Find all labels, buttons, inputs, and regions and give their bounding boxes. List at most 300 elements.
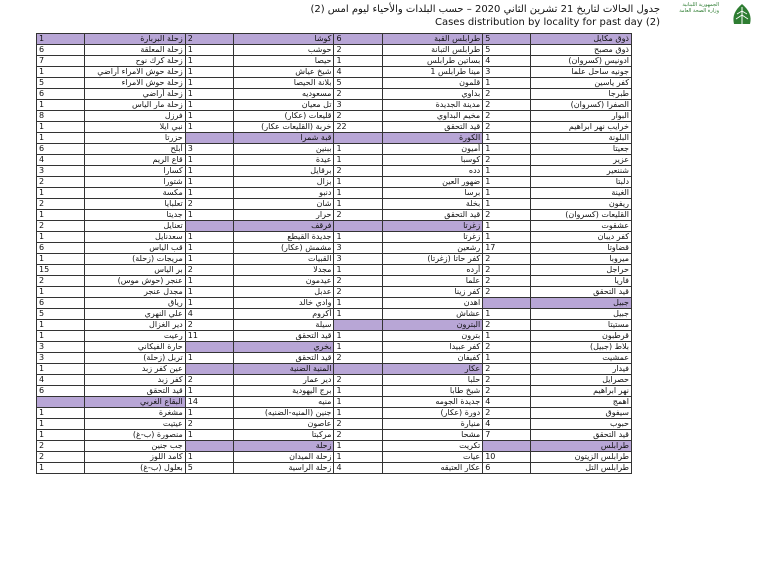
case-count-cell: 1 — [185, 45, 233, 56]
case-count-cell: 2 — [37, 276, 85, 287]
case-count-cell: 1 — [334, 144, 382, 155]
case-count-cell: 2 — [483, 100, 531, 111]
case-count-cell: 6 — [483, 463, 531, 474]
locality-cell: تعنايل — [85, 221, 186, 232]
case-count-cell: 2 — [334, 419, 382, 430]
locality-cell: عشقوت — [531, 221, 632, 232]
locality-cell: قليعات (عكار) — [233, 111, 334, 122]
case-count-cell: 17 — [483, 243, 531, 254]
case-count-cell: 1 — [37, 463, 85, 474]
case-count-cell: 1 — [37, 408, 85, 419]
case-count-cell: 2 — [37, 452, 85, 463]
case-count-cell: 1 — [185, 452, 233, 463]
table-row — [37, 452, 632, 463]
table-row — [37, 45, 632, 56]
table-row — [37, 364, 632, 375]
case-count-cell: 1 — [334, 452, 382, 463]
table-row — [37, 342, 632, 353]
locality-cell: بداوي — [382, 89, 483, 100]
locality-cell: قاع الريم — [85, 155, 186, 166]
case-count-cell: 1 — [185, 100, 233, 111]
case-count-cell: 1 — [37, 232, 85, 243]
locality-cell: بلانة الحيصا — [233, 78, 334, 89]
locality-cell: حلبا — [382, 375, 483, 386]
case-count-cell — [37, 397, 85, 408]
locality-cell: ذوق مكايل — [531, 34, 632, 45]
case-count-cell: 2 — [483, 320, 531, 331]
locality-cell: شيخ طابا — [382, 386, 483, 397]
case-count-cell: 5 — [483, 45, 531, 56]
case-count-cell: 6 — [37, 298, 85, 309]
case-count-cell: 15 — [37, 265, 85, 276]
table-row — [37, 188, 632, 199]
case-count-cell: 2 — [483, 408, 531, 419]
locality-cell: مسعوديه — [233, 89, 334, 100]
case-count-cell: 2 — [483, 254, 531, 265]
locality-cell: فاريا — [531, 276, 632, 287]
case-count-cell: 2 — [483, 276, 531, 287]
locality-cell: زحلة المعلقة — [85, 45, 186, 56]
case-count-cell: 3 — [483, 67, 531, 78]
district-header-cell: قبة شمرا — [233, 133, 334, 144]
district-header-cell: البترون — [382, 320, 483, 331]
case-count-cell: 1 — [185, 188, 233, 199]
case-count-cell: 2 — [334, 276, 382, 287]
locality-cell: حارة الفيكاني — [85, 342, 186, 353]
case-count-cell: 2 — [483, 155, 531, 166]
case-count-cell: 4 — [37, 375, 85, 386]
locality-cell: جونيه ساحل علما — [531, 67, 632, 78]
case-count-cell: 2 — [185, 375, 233, 386]
table-row — [37, 408, 632, 419]
case-count-cell: 2 — [483, 364, 531, 375]
case-count-cell: 1 — [37, 254, 85, 265]
locality-cell: جديدة القيطع — [233, 232, 334, 243]
table-row — [37, 309, 632, 320]
case-count-cell: 1 — [185, 386, 233, 397]
table-row — [37, 331, 632, 342]
locality-cell: حصرايل — [531, 375, 632, 386]
locality-cell: دنبو — [233, 188, 334, 199]
case-count-cell: 1 — [185, 276, 233, 287]
locality-cell: مستيتا — [531, 320, 632, 331]
locality-cell: كسارا — [85, 166, 186, 177]
case-count-cell: 1 — [185, 177, 233, 188]
case-count-cell: 1 — [334, 265, 382, 276]
locality-cell: طرابلس التبانة — [382, 45, 483, 56]
locality-cell: مشحا — [382, 430, 483, 441]
locality-cell: بر الياس — [85, 265, 186, 276]
locality-cell: بساتين طرابلس — [382, 56, 483, 67]
case-count-cell: 1 — [185, 298, 233, 309]
locality-cell: مريجات (زحلة) — [85, 254, 186, 265]
case-count-cell: 7 — [37, 56, 85, 67]
case-count-cell: 5 — [334, 78, 382, 89]
case-count-cell: 1 — [185, 67, 233, 78]
locality-cell: اهمج — [531, 397, 632, 408]
case-count-cell: 1 — [334, 177, 382, 188]
district-header-cell: زغرتا — [382, 221, 483, 232]
case-count-cell: 1 — [334, 155, 382, 166]
locality-cell: بخلة — [382, 199, 483, 210]
locality-cell: خرايب نهر ابراهيم — [531, 122, 632, 133]
locality-cell: جنين (المنيه-الضنيه) — [233, 408, 334, 419]
table-row — [37, 177, 632, 188]
case-count-cell: 1 — [334, 188, 382, 199]
locality-cell: رياق — [85, 298, 186, 309]
locality-cell: حبوب — [531, 419, 632, 430]
case-count-cell: 1 — [334, 408, 382, 419]
case-count-cell: 1 — [483, 309, 531, 320]
locality-cell: قيد التحقق — [233, 331, 334, 342]
locality-cell: عنجر (حوش موس) — [85, 276, 186, 287]
ministry-logo-icon — [720, 2, 764, 28]
case-count-cell: 2 — [334, 287, 382, 298]
case-count-cell: 1 — [37, 34, 85, 45]
case-count-cell: 2 — [334, 375, 382, 386]
case-count-cell: 1 — [483, 199, 531, 210]
table-row — [37, 210, 632, 221]
case-count-cell — [334, 221, 382, 232]
case-count-cell: 1 — [334, 397, 382, 408]
locality-cell: عيات — [382, 452, 483, 463]
locality-cell: البوار — [531, 111, 632, 122]
locality-cell: كوسبا — [382, 155, 483, 166]
locality-cell: عاصون — [233, 419, 334, 430]
case-count-cell — [185, 221, 233, 232]
table-row — [37, 419, 632, 430]
table-row — [37, 463, 632, 474]
case-count-cell: 8 — [37, 111, 85, 122]
district-header-cell: فرقف — [233, 221, 334, 232]
case-count-cell: 1 — [185, 353, 233, 364]
locality-cell: قيد التحقق — [531, 430, 632, 441]
case-count-cell — [483, 298, 531, 309]
locality-cell: عكار العتيقه — [382, 463, 483, 474]
case-count-cell: 1 — [185, 89, 233, 100]
case-count-cell: 3 — [185, 144, 233, 155]
case-count-cell: 3 — [334, 100, 382, 111]
locality-cell: عين كفر زبد — [85, 364, 186, 375]
case-count-cell: 1 — [37, 419, 85, 430]
locality-cell: طرابلس القبة — [382, 34, 483, 45]
case-count-cell: 1 — [185, 254, 233, 265]
locality-cell: الصفرا (كسروان) — [531, 100, 632, 111]
case-count-cell: 1 — [334, 309, 382, 320]
locality-cell: سعدنايل — [85, 232, 186, 243]
locality-cell: طرابلس التل — [531, 463, 632, 474]
case-count-cell: 1 — [185, 122, 233, 133]
locality-cell: تعلبايا — [85, 199, 186, 210]
locality-cell: زحلة البربارة — [85, 34, 186, 45]
table-row — [37, 320, 632, 331]
table-row — [37, 78, 632, 89]
locality-cell: ريفون — [531, 199, 632, 210]
table-row — [37, 298, 632, 309]
case-count-cell: 2 — [37, 441, 85, 452]
case-count-cell: 7 — [483, 430, 531, 441]
table-row — [37, 276, 632, 287]
case-count-cell: 5 — [483, 34, 531, 45]
case-count-cell: 1 — [37, 133, 85, 144]
case-count-cell: 1 — [185, 78, 233, 89]
locality-cell: منيه — [233, 397, 334, 408]
case-count-cell: 1 — [334, 441, 382, 452]
locality-cell: برقايل — [233, 166, 334, 177]
case-count-cell: 6 — [334, 34, 382, 45]
table-row — [37, 232, 632, 243]
district-header-cell: المنية الضنية — [233, 364, 334, 375]
case-count-cell: 1 — [37, 287, 85, 298]
case-count-cell — [334, 133, 382, 144]
locality-cell: كفر ياسين — [531, 78, 632, 89]
locality-cell: جعيتا — [531, 144, 632, 155]
case-count-cell: 1 — [37, 331, 85, 342]
case-count-cell: 5 — [185, 463, 233, 474]
locality-cell: رعيت — [85, 331, 186, 342]
case-count-cell: 4 — [334, 463, 382, 474]
locality-cell: سيلة — [233, 320, 334, 331]
case-count-cell: 1 — [185, 430, 233, 441]
table-row — [37, 122, 632, 133]
locality-cell: قيد التحقق — [85, 386, 186, 397]
case-count-cell: 1 — [185, 56, 233, 67]
locality-cell: جبيل — [531, 309, 632, 320]
locality-cell: دلبتا — [531, 177, 632, 188]
case-count-cell: 6 — [37, 386, 85, 397]
locality-cell: زحلة حوش الامراء أراضي — [85, 67, 186, 78]
locality-cell: نهر ابراهيم — [531, 386, 632, 397]
locality-cell: منصورة (ب-غ) — [85, 430, 186, 441]
locality-cell: ادونيس (كسروان) — [531, 56, 632, 67]
case-count-cell: 2 — [334, 89, 382, 100]
locality-cell: عيدة — [233, 155, 334, 166]
case-count-cell: 6 — [37, 243, 85, 254]
locality-cell: زحلة مار الياس — [85, 100, 186, 111]
case-count-cell: 5 — [37, 309, 85, 320]
locality-cell: حرار — [233, 210, 334, 221]
case-count-cell: 3 — [37, 353, 85, 364]
table-row — [37, 397, 632, 408]
locality-cell: مكسة — [85, 188, 186, 199]
locality-cell: كفر زينا — [382, 287, 483, 298]
case-count-cell: 2 — [483, 287, 531, 298]
locality-cell: شيخ عياش — [233, 67, 334, 78]
locality-cell: علما — [382, 276, 483, 287]
locality-cell: بترون — [382, 331, 483, 342]
table-row — [37, 166, 632, 177]
case-count-cell: 1 — [334, 56, 382, 67]
locality-cell: أكروم — [233, 309, 334, 320]
table-row — [37, 254, 632, 265]
case-count-cell: 1 — [185, 111, 233, 122]
locality-cell: كفيفان — [382, 353, 483, 364]
case-count-cell: 4 — [37, 155, 85, 166]
locality-cell: كفر حاتا (زغرتا) — [382, 254, 483, 265]
table-row — [37, 375, 632, 386]
case-count-cell: 2 — [37, 177, 85, 188]
case-count-cell: 4 — [483, 397, 531, 408]
locality-cell: زحلة الراسية — [233, 463, 334, 474]
table-row — [37, 100, 632, 111]
case-count-cell: 1 — [37, 188, 85, 199]
locality-cell: جديتا — [85, 210, 186, 221]
locality-cell: عيدمون — [233, 276, 334, 287]
case-count-cell: 1 — [483, 188, 531, 199]
case-count-cell: 1 — [37, 320, 85, 331]
locality-cell: كوشا — [233, 34, 334, 45]
case-count-cell: 6 — [37, 89, 85, 100]
locality-cell: جب جنين — [85, 441, 186, 452]
locality-cell: دير الغزال — [85, 320, 186, 331]
header — [0, 0, 768, 30]
case-count-cell — [185, 133, 233, 144]
case-count-cell: 2 — [185, 419, 233, 430]
locality-cell: عيتيت — [85, 419, 186, 430]
table-row — [37, 353, 632, 364]
case-count-cell: 1 — [37, 122, 85, 133]
table-row — [37, 67, 632, 78]
locality-cell: زغرتا — [382, 232, 483, 243]
case-count-cell: 1 — [185, 210, 233, 221]
locality-cell: مشمش (عكار) — [233, 243, 334, 254]
locality-cell: رشعين — [382, 243, 483, 254]
case-count-cell: 4 — [185, 309, 233, 320]
case-count-cell: 1 — [185, 232, 233, 243]
case-count-cell: 2 — [334, 210, 382, 221]
case-count-cell: 1 — [37, 210, 85, 221]
locality-cell: قضاوتا — [531, 243, 632, 254]
locality-cell: دير عمار — [233, 375, 334, 386]
locality-cell: دده — [382, 166, 483, 177]
case-count-cell: 1 — [334, 298, 382, 309]
case-count-cell: 1 — [483, 78, 531, 89]
case-count-cell: 1 — [483, 133, 531, 144]
locality-cell: دورة (عكار) — [382, 408, 483, 419]
case-count-cell: 3 — [334, 254, 382, 265]
locality-cell: بلاط (جبيل) — [531, 342, 632, 353]
district-header-cell: عكار — [382, 364, 483, 375]
case-count-cell: 2 — [334, 45, 382, 56]
table-row — [37, 111, 632, 122]
case-count-cell: 1 — [483, 331, 531, 342]
locality-cell: شننعير — [531, 166, 632, 177]
locality-cell: مينا طرابلس 1 — [382, 67, 483, 78]
locality-cell: قيد التحقق — [233, 353, 334, 364]
case-count-cell: 1 — [483, 166, 531, 177]
case-count-cell — [185, 364, 233, 375]
locality-cell: قيد التحقق — [382, 210, 483, 221]
locality-cell: أرده — [382, 265, 483, 276]
case-count-cell: 1 — [483, 232, 531, 243]
case-count-cell: 2 — [483, 122, 531, 133]
locality-cell: مجدل عنجر — [85, 287, 186, 298]
cases-table — [36, 33, 632, 474]
locality-cell: مركبتا — [233, 430, 334, 441]
locality-cell: القليعات (كسروان) — [531, 210, 632, 221]
table-row — [37, 155, 632, 166]
locality-cell: تكريت — [382, 441, 483, 452]
case-count-cell: 2 — [185, 199, 233, 210]
case-count-cell: 4 — [483, 56, 531, 67]
district-header-cell: البقاع الغربي — [85, 397, 186, 408]
case-count-cell: 2 — [37, 199, 85, 210]
case-count-cell: 2 — [185, 265, 233, 276]
locality-cell: ميروبا — [531, 254, 632, 265]
locality-cell: سيفوق — [531, 408, 632, 419]
locality-cell: البلونة — [531, 133, 632, 144]
case-count-cell — [185, 441, 233, 452]
locality-cell: حراجل — [531, 265, 632, 276]
case-count-cell — [185, 342, 233, 353]
locality-cell: عزير — [531, 155, 632, 166]
locality-cell: ذوق مصبح — [531, 45, 632, 56]
case-count-cell: 5 — [37, 78, 85, 89]
table-row — [37, 386, 632, 397]
case-count-cell: 2 — [483, 386, 531, 397]
locality-cell: كفر ديبان — [531, 232, 632, 243]
case-count-cell: 1 — [37, 430, 85, 441]
locality-cell: زحلة الميدان — [233, 452, 334, 463]
case-count-cell: 2 — [185, 34, 233, 45]
case-count-cell: 2 — [483, 89, 531, 100]
locality-cell: عمشيت — [531, 353, 632, 364]
case-count-cell: 1 — [334, 232, 382, 243]
locality-cell: كفر عبيدا — [382, 342, 483, 353]
case-count-cell — [334, 364, 382, 375]
case-count-cell: 14 — [185, 397, 233, 408]
locality-cell: اهدن — [382, 298, 483, 309]
locality-cell: حيصا — [233, 56, 334, 67]
locality-cell: الغينة — [531, 188, 632, 199]
locality-cell: القبيات — [233, 254, 334, 265]
locality-cell: كفر زبد — [85, 375, 186, 386]
locality-cell: نبي ايلا — [85, 122, 186, 133]
locality-cell: تل معيان — [233, 100, 334, 111]
case-count-cell: 1 — [334, 342, 382, 353]
table-row — [37, 243, 632, 254]
case-count-cell: 1 — [185, 243, 233, 254]
district-header-cell: الكورة — [382, 133, 483, 144]
case-count-cell: 1 — [483, 353, 531, 364]
locality-cell: مشغرة — [85, 408, 186, 419]
table-row — [37, 89, 632, 100]
table-row — [37, 199, 632, 210]
table-row — [37, 287, 632, 298]
locality-cell: علي النهري — [85, 309, 186, 320]
district-header-cell: بخري — [233, 342, 334, 353]
case-count-cell: 1 — [185, 166, 233, 177]
table-row — [37, 441, 632, 452]
case-count-cell: 2 — [334, 111, 382, 122]
case-count-cell: 1 — [483, 144, 531, 155]
locality-cell: قب الياس — [85, 243, 186, 254]
district-header-cell: جبيل — [531, 298, 632, 309]
locality-cell: مجدلا — [233, 265, 334, 276]
locality-cell: عشاش — [382, 309, 483, 320]
case-count-cell: 2 — [483, 265, 531, 276]
table-row — [37, 133, 632, 144]
case-count-cell: 2 — [334, 353, 382, 364]
case-count-cell: 2 — [334, 166, 382, 177]
case-count-cell: 1 — [334, 386, 382, 397]
case-count-cell: 10 — [483, 452, 531, 463]
locality-cell: برسا — [382, 188, 483, 199]
case-count-cell: 2 — [37, 221, 85, 232]
locality-cell: قيد التحقق — [382, 122, 483, 133]
case-count-cell: 4 — [334, 67, 382, 78]
case-count-cell: 1 — [37, 67, 85, 78]
